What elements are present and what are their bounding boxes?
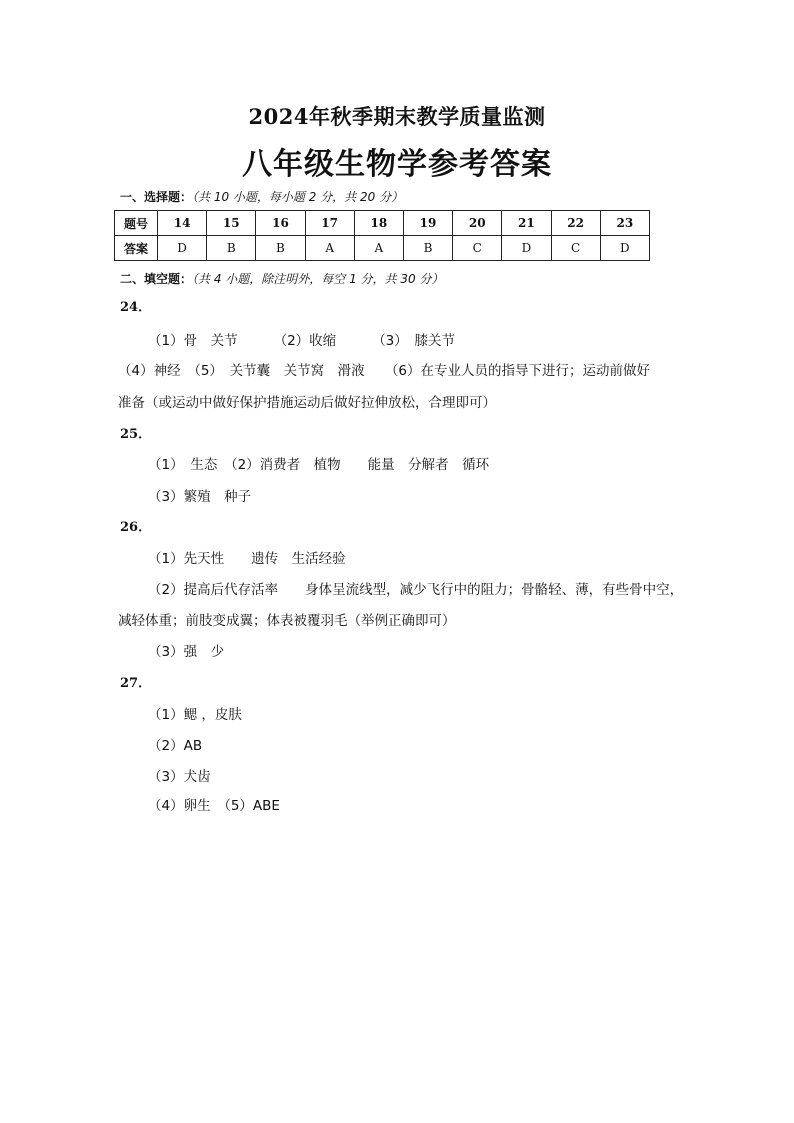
row-header: 题号 [115,211,158,236]
section-fill-blank-header [120,270,443,287]
answer-key-title: 八年级生物学参考答案 [242,147,552,182]
table-cell: 20 [453,211,502,236]
choice-answer-table [114,210,650,261]
table-cell: C [551,236,600,261]
exam-title: 2024年秋季期末教学质量监测 [248,104,546,129]
q27-line-1: （1）鳃 ，皮肤 [148,707,242,723]
section-multiple-choice-header [120,188,403,205]
section-label: 一、选择题： [120,190,193,204]
q27-line-4: （4）卵生 （5）ABE [148,798,280,814]
table-cell: 17 [305,211,354,236]
question-number-26: 26． [120,520,152,535]
table-cell: 18 [354,211,403,236]
q24-answer-3: （3） 膝关节 [372,333,456,349]
q26-line-1: （1）先天性 遗传 生活经验 [148,551,346,567]
table-cell: B [403,236,452,261]
q26-line-2: （2）提高后代存活率 身体呈流线型，减少飞行中的阻力；骨骼轻、薄，有些骨中空， [148,582,684,598]
q24-line-1 [148,329,455,349]
q24-line-2: （4）神经 （5） 关节囊 关节窝 滑液 （6）在专业人员的指导下进行；运动前做好 [118,363,651,379]
table-cell: B [256,236,305,261]
q24-answer-1: （1）骨 关节 [148,333,238,349]
section-note: （共 4 小题，除注明外，每空 1 分，共 30 分） [192,272,444,286]
question-number-27: 27． [120,676,152,691]
table-cell: 14 [158,211,207,236]
q26-line-3: 减轻体重；前肢变成翼；体表被覆羽毛（举例正确即可） [118,613,456,629]
table-cell: A [354,236,403,261]
table-cell: D [600,236,649,261]
table-cell: 19 [403,211,452,236]
table-cell: B [207,236,256,261]
q24-line-3: 准备（或运动中做好保护措施运动后做好拉伸放松，合理即可） [118,395,496,411]
question-number-row [115,211,650,236]
table-cell: 15 [207,211,256,236]
table-cell: 16 [256,211,305,236]
q24-answer-2: （2）收缩 [273,333,337,349]
table-cell: 21 [502,211,551,236]
section-note: （共 10 小题，每小题 2 分，共 20 分） [192,190,404,204]
question-number-25: 25． [120,427,152,442]
table-cell: 23 [600,211,649,236]
q27-line-3: （3）犬齿 [148,769,211,785]
question-number-24: 24． [120,300,152,315]
table-cell: 22 [551,211,600,236]
q26-line-4: （3）强 少 [148,644,225,660]
section-label: 二、填空题： [120,272,193,286]
q25-line-2: （3）繁殖 种子 [148,489,252,505]
answer-row [115,236,650,261]
q27-line-2: （2）AB [148,738,203,754]
table-cell: D [502,236,551,261]
table-cell: D [158,236,207,261]
q25-line-1: （1） 生态 （2）消费者 植物 能量 分解者 循环 [148,457,490,473]
row-header: 答案 [115,236,158,261]
table-cell: C [453,236,502,261]
table-cell: A [305,236,354,261]
